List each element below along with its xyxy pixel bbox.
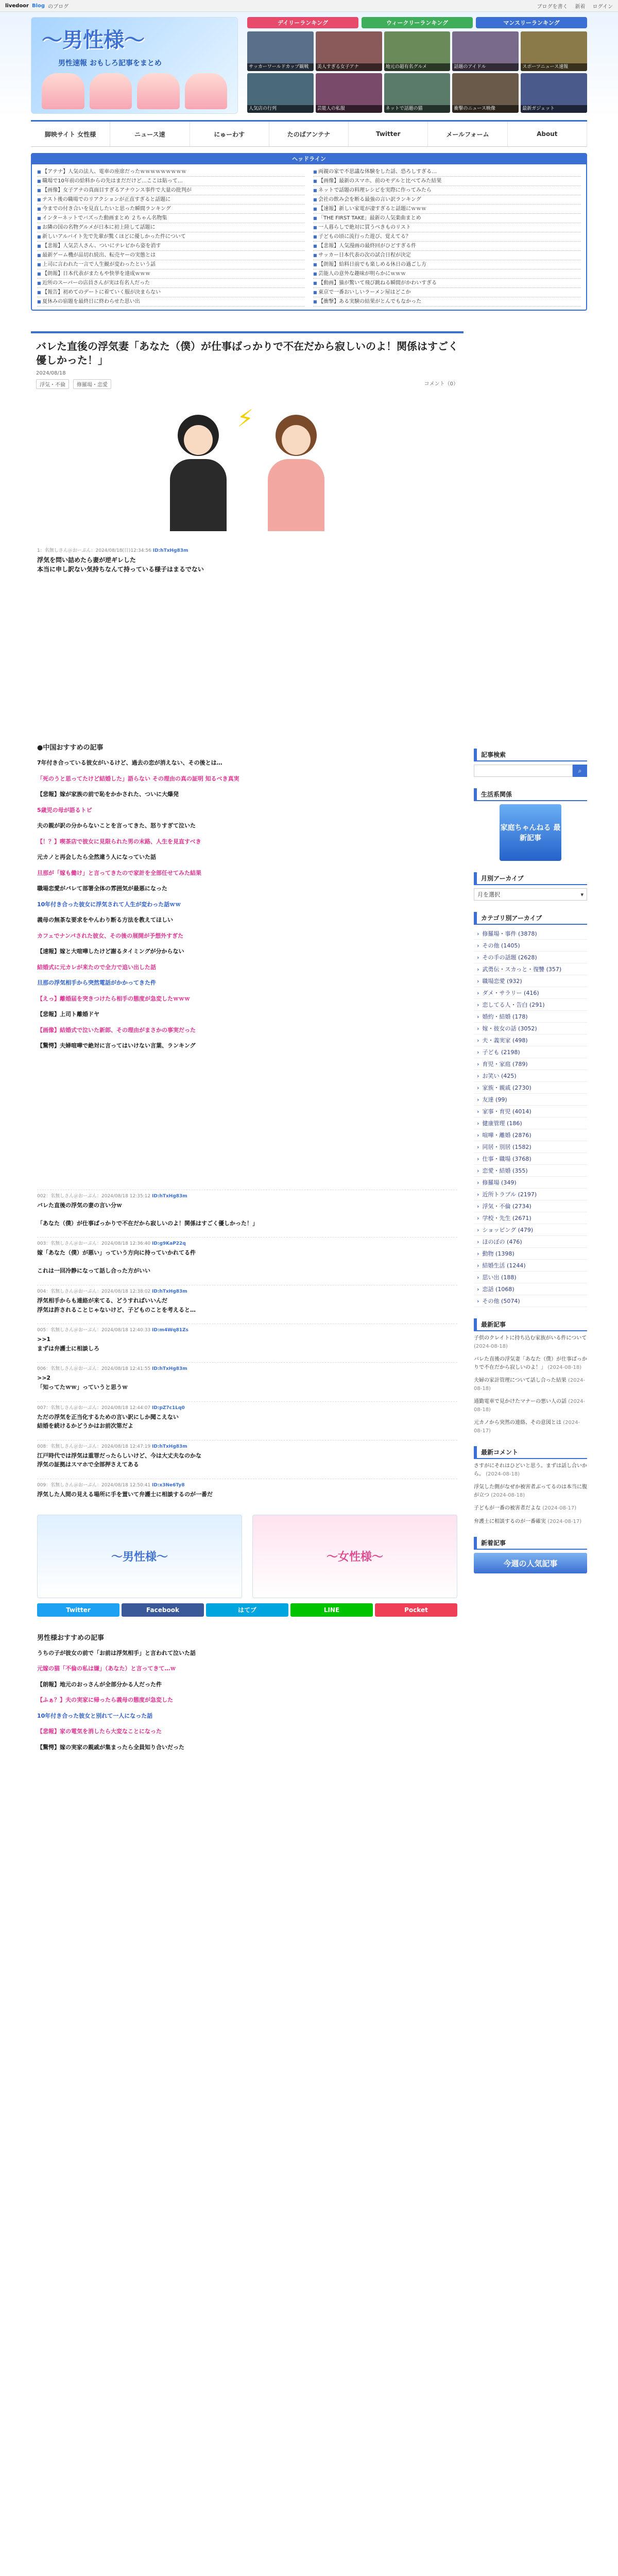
male-banner[interactable]: ～男性様～ — [37, 1515, 242, 1598]
share-button[interactable]: Facebook — [122, 1603, 204, 1617]
category-link[interactable]: › 嫁・彼女の話 (3052) — [474, 1023, 587, 1035]
response-id: ID:hTxHg83m — [152, 1444, 187, 1449]
category-link[interactable]: › 子ども (2198) — [474, 1046, 587, 1058]
headline-item[interactable]: ■ 上司に言われた一言で人生観が変わったという話 — [37, 260, 305, 269]
topbar — [0, 0, 618, 12]
response-header — [37, 1287, 457, 1294]
response-header — [37, 1326, 457, 1333]
new-link[interactable]: 新着 — [575, 4, 586, 10]
res-head — [37, 547, 457, 553]
recommended-link[interactable]: 【悲報】家の電気を消したら大変なことになった — [37, 1728, 162, 1735]
response-header-text: 004：名無しさん＠おーぷん：2024/08/18 12:38:02 — [37, 1289, 151, 1295]
headline-item[interactable]: ■ 子どもの頃に流行った遊び、覚えてる？ — [313, 232, 581, 242]
ranking-caption: 美人すぎる女子アナ — [316, 63, 382, 71]
popular-widget — [474, 1537, 587, 1573]
logo-illustration — [42, 73, 227, 109]
headline-item[interactable]: ■ 新しいアルバイト先で先輩が驚くほどに優しかった件について — [37, 232, 305, 242]
sidebar — [474, 331, 587, 1759]
recent-comments-title: 最新コメント — [474, 1446, 587, 1459]
lightning-icon: ⚡ — [237, 404, 254, 432]
side-item-text: さすがにそれはひどいと思う。まずは話し合いから。 — [474, 1463, 587, 1477]
recommended-link[interactable]: 夫の親が訳の分からないことを言ってきた、怒りすぎて泣いた — [37, 822, 196, 829]
ranking-caption: ネットで話題の猫 — [384, 105, 451, 113]
ad-image[interactable]: 家庭ちゃんねる 最新記事 — [500, 804, 561, 861]
chevron-down-icon: ▾ — [580, 891, 583, 898]
response-id: ID:g9KaP22q — [152, 1241, 186, 1247]
recommended-link[interactable]: 義母の無茶な要求をやんわり断る方法を教えてほしい — [37, 917, 173, 923]
category-link[interactable]: › 修羅場 (349) — [474, 1177, 587, 1189]
logo-title: ～男性様～ — [42, 28, 145, 52]
category-link[interactable]: › ほのぼの (476) — [474, 1236, 587, 1248]
response-id: ID:pZ7c1Lq0 — [152, 1405, 185, 1411]
nav-item[interactable]: メールフォーム — [428, 122, 507, 146]
headline-right-column — [313, 167, 581, 307]
archive-widget — [474, 872, 587, 901]
category-list — [474, 928, 587, 1307]
response-item — [37, 1285, 457, 1314]
female-banner[interactable]: ～女性様～ — [252, 1515, 457, 1598]
recommended-link[interactable]: 【画像】結婚式で泣いた新郎、その理由がまさかの事実だった — [37, 1026, 196, 1033]
login-link[interactable]: ログイン — [592, 4, 613, 10]
banner-row — [37, 1515, 457, 1598]
side-item-date: (2024-08-18) — [474, 1399, 586, 1413]
headline-item[interactable]: ■ 【報告】初めてのデートに着ていく服が決まらない — [37, 288, 305, 297]
response-header-text: 002：名無しさん＠おーぷん：2024/08/18 12:35:12 — [37, 1193, 151, 1199]
category-link[interactable]: › ダメ・サラリー (416) — [474, 987, 587, 999]
recommended-list — [37, 759, 457, 1050]
ranking-caption: スポーツニュース速報 — [521, 63, 587, 71]
category-link[interactable]: › 家事・育児 (4014) — [474, 1106, 587, 1117]
response-body: >>1 まずは弁護士に相談しろ — [37, 1336, 99, 1352]
nav-item[interactable]: にゅーわす — [190, 122, 269, 146]
headline-item[interactable]: ■ 「THE FIRST TAKE」最新の人気楽曲まとめ — [313, 214, 581, 223]
category-link[interactable]: › 思い出 (188) — [474, 1272, 587, 1283]
recommended-link[interactable]: 【悲報】上司ト離婚ドヤ — [37, 1011, 99, 1018]
headline-item[interactable]: ■ 最新ゲーム機が品切れ続出、転売ヤーの実態とは — [37, 251, 305, 260]
side-item-date: (2024-08-18) — [547, 1364, 582, 1370]
ranking-caption: 芸能人の私服 — [316, 105, 382, 113]
headline-box — [31, 153, 587, 311]
response-header-text: 003：名無しさん＠おーぷん：2024/08/18 12:36:40 — [37, 1241, 151, 1247]
article-meta — [31, 370, 464, 376]
headline-item[interactable]: ■ 東京で一番おいしいラーメン屋はどこか — [313, 288, 581, 297]
headline-item[interactable]: ■ 【衝撃】ある実験の結果がとんでもなかった — [313, 297, 581, 307]
headline-item[interactable]: ■ テスト後の職場でのリアクションが正直すぎると話題に — [37, 195, 305, 205]
category-link[interactable]: › 浮気・不倫 (2734) — [474, 1200, 587, 1212]
response-body: 浮気相手からも連絡が来てる、どうすればいいんだ 浮気は許されることじゃないけど、子どものことを考えると… — [37, 1297, 196, 1313]
category-link[interactable]: › 喧嘩・離婚 (2876) — [474, 1129, 587, 1141]
response-list — [31, 1190, 464, 1499]
category-link[interactable]: › 近所トラブル (2197) — [474, 1189, 587, 1200]
side-item-date: (2024-08-18) — [474, 1343, 508, 1349]
ranking-caption: サッカーワールドカップ観戦 — [247, 63, 314, 71]
nav-item[interactable]: 脚映サイト 女性様 — [31, 122, 110, 146]
response-header-text: 008：名無しさん＠おーぷん：2024/08/18 12:47:19 — [37, 1444, 151, 1449]
recent-comments-list — [474, 1462, 587, 1526]
category-link[interactable]: › 学校・先生 (2671) — [474, 1212, 587, 1224]
response-body: >>2 「知ってたｗｗ」っていうと思うｗ — [37, 1375, 128, 1391]
response-header-text: 005：名無しさん＠おーぷん：2024/08/18 12:40:33 — [37, 1328, 151, 1333]
res-id: ID:hTxHg83m — [152, 548, 188, 553]
response-header — [37, 1443, 457, 1449]
headline-item[interactable]: ■ 一人暮らしで絶対に買うべきものリスト — [313, 223, 581, 232]
headline-item[interactable]: ■ サッカー日本代表の次の試合日程が決定 — [313, 251, 581, 260]
recommended-list-2 — [37, 1649, 457, 1752]
search-button[interactable] — [573, 765, 587, 777]
response-id: ID:hTxHg83m — [152, 1193, 187, 1199]
ranking-grid — [247, 31, 587, 113]
headline-item[interactable]: ■ 両親の家で不思議な体験をした話、恐ろしすぎる… — [313, 167, 581, 177]
ranking-thumbnail[interactable] — [316, 73, 382, 113]
recommended-link[interactable]: カフェでナンパされた彼女、その後の展開が予想外すぎた — [37, 932, 184, 939]
recommended-link[interactable]: 【！？】喫茶店で彼女に見限られた男の末路、人生を見直すべき — [37, 838, 201, 845]
headline-item[interactable]: ■ 【画像】最新のスマホ、前のモデルと比べてみた結果 — [313, 177, 581, 186]
res-body: 浮気を問い詰めたら妻が逆ギレした 本当に申し訳ない気持ちなんて持っている様子はまるでない — [37, 556, 204, 573]
recommended-title: ●中国おすすめの記事 — [37, 744, 104, 752]
nav-item[interactable]: Twitter — [349, 122, 428, 146]
headline-title: ヘッドライン — [32, 154, 586, 164]
side-item-date: (2024-08-18) — [486, 1471, 520, 1477]
response-id: ID:m4Wq81Zs — [152, 1328, 188, 1333]
category-link[interactable]: › 結婚生活 (1244) — [474, 1260, 587, 1272]
response-item — [37, 1362, 457, 1392]
headline-item[interactable]: ■ 【悲報】人気芸人さん、ついにテレビから姿を消す — [37, 242, 305, 251]
res-head-prefix: 1：名無しさん＠おーぷん：2024/08/18(日)12:34:56 — [37, 548, 151, 553]
ranking-tab[interactable]: ウィークリーランキング — [362, 17, 473, 28]
recommended-title-2: 男性様おすすめの記事 — [37, 1634, 105, 1642]
response-header-text: 007：名無しさん＠おーぷん：2024/08/18 12:44:07 — [37, 1405, 151, 1411]
ranking-tabs — [247, 17, 587, 28]
content-layout — [31, 331, 587, 1759]
category-link[interactable]: › その他 (5074) — [474, 1295, 587, 1307]
headline-item[interactable]: ■ 【画像】女子アナの真面目すぎるアナウンス事件で大量の批判が — [37, 186, 305, 195]
category-link[interactable]: › 健康管理 (186) — [474, 1117, 587, 1129]
article-illustration — [165, 399, 330, 533]
topbar-links — [537, 2, 613, 10]
category-link[interactable]: › 恋話 (1068) — [474, 1283, 587, 1295]
category-link[interactable]: › お笑い (425) — [474, 1070, 587, 1082]
category-link[interactable]: › 育児・家庭 (789) — [474, 1058, 587, 1070]
ad-widget — [474, 788, 587, 861]
ranking-thumbnail[interactable] — [316, 31, 382, 71]
ranking-thumbnail[interactable] — [247, 31, 314, 71]
recommended-link[interactable]: 10年付き合った彼女と別れて一人になった話 — [37, 1712, 153, 1719]
woman-figure — [268, 415, 324, 533]
nav-item[interactable]: たのばアンテナ — [269, 122, 349, 146]
headline-item[interactable]: ■ 会社の飲み会を断る最強の言い訳ランキング — [313, 195, 581, 205]
category-link[interactable]: › 恋してる人・告白 (291) — [474, 999, 587, 1011]
response-body: 江戸時代では浮気は重罪だったらしいけど、今は大丈夫なのかな 浮気の証拠はスマホで全部押さえてある — [37, 1452, 201, 1468]
response-body: バレた直後の浮気の妻の言い分ｗ 「あなた（僕）が仕事ばっかりで不在だから寂しいのよ！関係はすごく優しかった！」 — [37, 1201, 258, 1227]
recommended-link[interactable]: 元カノと再会したら全然違う人になっていた話 — [37, 854, 156, 860]
category-link[interactable]: › 仕事・職場 (3768) — [474, 1153, 587, 1165]
ranking-thumbnail[interactable] — [521, 31, 587, 71]
ranking-panel — [247, 17, 587, 113]
side-list-item[interactable] — [474, 1377, 587, 1393]
article-tags — [31, 379, 464, 389]
share-button[interactable]: Twitter — [37, 1603, 119, 1617]
ranking-caption: 話題のアイドル — [452, 63, 519, 71]
side-item-text: 子供のクレイトに持ち込む家族がいる件について — [474, 1335, 587, 1341]
search-title: 記事検索 — [474, 749, 587, 761]
site-logo[interactable] — [31, 17, 238, 114]
archive-select[interactable] — [474, 888, 587, 901]
ranking-thumbnail[interactable] — [384, 31, 451, 71]
category-link[interactable]: › その他 (1405) — [474, 940, 587, 952]
side-item-date: (2024-08-17) — [474, 1420, 580, 1434]
tag-2[interactable]: 修羅場・恋愛 — [73, 379, 111, 389]
recent-widget — [474, 1318, 587, 1435]
response-header — [37, 1365, 457, 1371]
headline-left-column — [37, 167, 305, 307]
side-item-text: バレた直後の浮気妻「あなた（僕）が仕事ばっかりで不在だから寂しいのよ！」 — [474, 1357, 587, 1370]
response-item — [37, 1237, 457, 1276]
category-link[interactable]: › 職場恋愛 (932) — [474, 975, 587, 987]
side-list-item[interactable] — [474, 1483, 587, 1499]
category-link[interactable]: › その手の話題 (2628) — [474, 952, 587, 963]
headline-item[interactable]: ■ 【動画】猫が驚いて飛び跳ねる瞬間がかわいすぎる — [313, 279, 581, 288]
response-item — [37, 1440, 457, 1469]
popular-title: 新着記事 — [474, 1537, 587, 1550]
ranking-thumbnail[interactable] — [384, 73, 451, 113]
headline-item[interactable]: ■ 【速報】新しい家電が凄すぎると話題にｗｗｗ — [313, 205, 581, 214]
side-list-item[interactable] — [474, 1518, 587, 1526]
response-header — [37, 1240, 457, 1246]
archive-select-value: 月を選択 — [477, 891, 500, 898]
livedoor-brand[interactable]: livedoor — [5, 3, 29, 9]
category-link[interactable]: › 恋愛・結婚 (355) — [474, 1165, 587, 1177]
ranking-caption: 地元の超有名グルメ — [384, 63, 451, 71]
share-button[interactable]: LINE — [290, 1603, 373, 1617]
side-list-item[interactable] — [474, 1462, 587, 1478]
ranking-thumbnail[interactable] — [521, 73, 587, 113]
popular-banner[interactable]: 今週の人気記事 — [474, 1553, 587, 1573]
article-date: 2024/08/18 — [36, 370, 66, 376]
categories-title: カテゴリ別アーカイブ — [474, 912, 587, 925]
recommended-link[interactable]: 旦那が「嫁も働け」と言ってきたので家計を全部任せてみた結果 — [37, 869, 201, 876]
headline-item[interactable]: ■ 【朗報】日本代表がまたもや快挙を達成ｗｗｗ — [37, 269, 305, 279]
side-item-text: 浮気した側がなぜか被害者ぶってるのは本当に腹が立つ — [474, 1484, 587, 1498]
ranking-caption: 最新ガジェット — [521, 105, 587, 113]
category-link[interactable]: › 婚約・結婚 (178) — [474, 1011, 587, 1023]
share-button[interactable]: Pocket — [375, 1603, 457, 1617]
man-figure — [170, 415, 227, 533]
recommended-link[interactable]: 【悲報】嫁が家族の前で恥をかかされた、ついに大爆発 — [37, 791, 179, 798]
ranking-caption: 人気店の行列 — [247, 105, 314, 113]
ad-title: 生活系関係 — [474, 788, 587, 801]
recommended-link[interactable]: 職場恋愛がバレて部署全体の雰囲気が最悪になった — [37, 885, 167, 892]
ranking-thumbnail[interactable] — [452, 31, 519, 71]
category-link[interactable]: › ショッピング (479) — [474, 1224, 587, 1236]
response-header — [37, 1192, 457, 1199]
recommended-link[interactable]: 【驚愕】嫁の実家の親戚が集まったら全員知り合いだった — [37, 1743, 184, 1751]
response-id: ID:x3Ne6Ty8 — [152, 1483, 185, 1488]
ranking-tab[interactable]: デイリーランキング — [247, 17, 358, 28]
search-input[interactable] — [474, 765, 573, 777]
response-body: ただの浮気を正当化するための言い訳にしか聞こえない 結婚を続けるかどうかはお前次第だよ — [37, 1413, 179, 1430]
tagline: のブログ — [48, 4, 69, 10]
headline-item[interactable]: ■ 夏休みの宿題を最終日に終わらせた思い出 — [37, 297, 305, 307]
ranking-caption: 衝撃のニュース映像 — [452, 105, 519, 113]
recommended-link[interactable]: うちの子が彼女の前で「お前は浮気相手」と言われて泣いた話 — [37, 1649, 196, 1656]
ranking-tab[interactable]: マンスリーランキング — [476, 17, 587, 28]
category-link[interactable]: › 友達 (99) — [474, 1094, 587, 1106]
ranking-thumbnail[interactable] — [247, 73, 314, 113]
headline-list — [32, 164, 586, 310]
side-item-text: 通勤電車で見かけたマナーの悪い人の話 — [474, 1399, 566, 1404]
side-list-item[interactable] — [474, 1504, 587, 1513]
side-item-text: 元カノから突然の連絡、その意図とは — [474, 1420, 561, 1426]
response-header — [37, 1404, 457, 1411]
categories-widget — [474, 912, 587, 1307]
headline-item[interactable]: ■ ネットで話題の料理レシピを実際に作ってみたら — [313, 186, 581, 195]
ranking-thumbnail[interactable] — [452, 73, 519, 113]
search-widget — [474, 749, 587, 777]
recent-list — [474, 1334, 587, 1435]
recommended-link[interactable]: 【えっ】離婚届を突きつけたら相手の態度が急変したｗｗｗ — [37, 995, 190, 1002]
recommended-link[interactable]: 【朗報】地元のおっさんが全部分かる人だった件 — [37, 1681, 162, 1688]
side-list-item[interactable] — [474, 1419, 587, 1435]
response-id: ID:hTxHg83m — [152, 1366, 187, 1372]
category-link[interactable]: › 武勇伝・スカっと・復讐 (357) — [474, 963, 587, 975]
tag-1[interactable]: 浮気・不倫 — [36, 379, 69, 389]
recommended-link[interactable]: 【速報】嫁と大喧嘩したけど謝るタイミングが分からない — [37, 948, 184, 955]
headline-item[interactable]: ■ 近所のスーパーの店員さんが実は有名人だった — [37, 279, 305, 288]
category-link[interactable]: › 家族・親戚 (2730) — [474, 1082, 587, 1094]
main-column — [31, 331, 464, 1759]
category-link[interactable]: › 修羅場・事件 (3878) — [474, 928, 587, 940]
nav-item[interactable]: About — [508, 122, 587, 146]
recommended-link[interactable]: 【ふぁ？】夫の実家に帰ったら義母の態度が急変した — [37, 1697, 173, 1704]
search-icon: ⌕ — [578, 767, 582, 774]
response-item — [37, 1324, 457, 1353]
headline-item[interactable]: ■ 今までの付き合いを見直したいと思った瞬間ランキング — [37, 205, 305, 214]
headline-item[interactable]: ■ 芸能人の意外な趣味が明らかにｗｗｗ — [313, 269, 581, 279]
recent-title: 最新記事 — [474, 1318, 587, 1331]
category-link[interactable]: › 動物 (1398) — [474, 1248, 587, 1260]
category-link[interactable]: › 同居・別居 (1582) — [474, 1141, 587, 1153]
nav-item[interactable]: ニュース速 — [110, 122, 190, 146]
response-body: 嫁「あなた（僕）が悪い」っていう方向に持っていかれてる件 これは一回冷静になって話し合った方がいい — [37, 1249, 196, 1275]
side-item-date: (2024-08-18) — [491, 1492, 525, 1498]
headline-item[interactable]: ■ 職場で10年前の給料からの先はまだだけど…ここは貼って… — [37, 177, 305, 186]
recommended-link[interactable]: 旦那の浮気相手から突然電話がかかってきた件 — [37, 979, 156, 986]
response-header — [37, 1481, 457, 1488]
recent-comments-widget — [474, 1446, 587, 1526]
recommended-link[interactable]: 結婚式に元カレが来たので全力で追い出した話 — [37, 963, 156, 971]
share-buttons — [37, 1603, 457, 1617]
side-item-date: (2024-08-17) — [542, 1505, 577, 1511]
response-header-text: 006：名無しさん＠おーぷん：2024/08/18 12:41:55 — [37, 1366, 151, 1372]
side-item-date: (2024-08-18) — [474, 1378, 585, 1392]
side-list-item[interactable] — [474, 1398, 587, 1414]
recommended-link[interactable]: 元嫁の猫「不倫の私は嫌」（あなた）と言ってきて…ｗ — [37, 1665, 176, 1672]
side-item-text: 子どもが一番の被害者だよな — [474, 1505, 541, 1511]
logo-subtitle: 男性速報 おもしろ記事をまとめ — [58, 59, 162, 67]
share-button[interactable]: はてブ — [206, 1603, 288, 1617]
write-blog-link[interactable]: ブログを書く — [537, 4, 568, 10]
side-list-item[interactable] — [474, 1334, 587, 1350]
headline-item[interactable]: ■ 【悲報】人気漫画の最終回がひどすぎる件 — [313, 242, 581, 251]
global-nav — [31, 120, 587, 147]
response-item — [37, 1190, 457, 1228]
side-list-item[interactable] — [474, 1355, 587, 1371]
side-item-text: 弁護士に相談するのが一番確実 — [474, 1518, 546, 1524]
archive-title: 月別アーカイブ — [474, 872, 587, 885]
recommended-link[interactable]: 10年付き合った彼女に浮気されて人生が変わった話ｗｗ — [37, 901, 181, 908]
blog-brand[interactable]: Blog — [32, 3, 45, 9]
search-form — [474, 765, 587, 777]
response-item — [37, 1401, 457, 1431]
headline-item[interactable]: ■ 【アテナ】人気の法人、電車の座席だったｗｗｗｗｗｗｗｗｗ — [37, 167, 305, 177]
headline-item[interactable]: ■ インターネットでバズった動画まとめ ２ちゃん名物集 — [37, 214, 305, 223]
comments-count[interactable]: コメント（0） — [424, 381, 458, 387]
response-id: ID:hTxHg83m — [152, 1289, 187, 1295]
response-body: 浮気した人間の見える場所に手を置いて弁護士に相談するのが一番だ — [37, 1491, 213, 1498]
response-item — [37, 1479, 457, 1499]
headline-item[interactable]: ■ 【朗報】給料日前でも楽しめる休日の過ごし方 — [313, 260, 581, 269]
side-item-date: (2024-08-17) — [547, 1518, 582, 1524]
recommended-link[interactable]: 「死のうと思ってたけど結婚した」語らない その理由の真の証明 知るべき真実 — [37, 775, 239, 782]
recommended-link[interactable]: 5歳児の母が語るトピ — [37, 806, 92, 814]
article-title: バレた直後の浮気妻「あなた（僕）が仕事ばっかりで不在だから寂しいのよ！関係はすごく優しかった！」 — [31, 331, 464, 370]
site-header — [0, 12, 618, 118]
category-link[interactable]: › 夫・義実家 (498) — [474, 1035, 587, 1046]
side-item-text: 夫婦の家計管理について話し合った結果 — [474, 1378, 566, 1383]
response-header-text: 009：名無しさん＠おーぷん：2024/08/18 12:50:41 — [37, 1483, 151, 1488]
headline-item[interactable]: ■ お隣の国の名物グルメが日本に初上陸して話題に — [37, 223, 305, 232]
first-response — [31, 544, 464, 582]
recommended-link[interactable]: 7年付き合っている彼女がいるけど、過去の恋が消えない、その後とは… — [37, 759, 222, 766]
recommended-link[interactable]: 【驚愕】夫婦喧嘩で絶対に言ってはいけない言葉、ランキング — [37, 1042, 196, 1049]
